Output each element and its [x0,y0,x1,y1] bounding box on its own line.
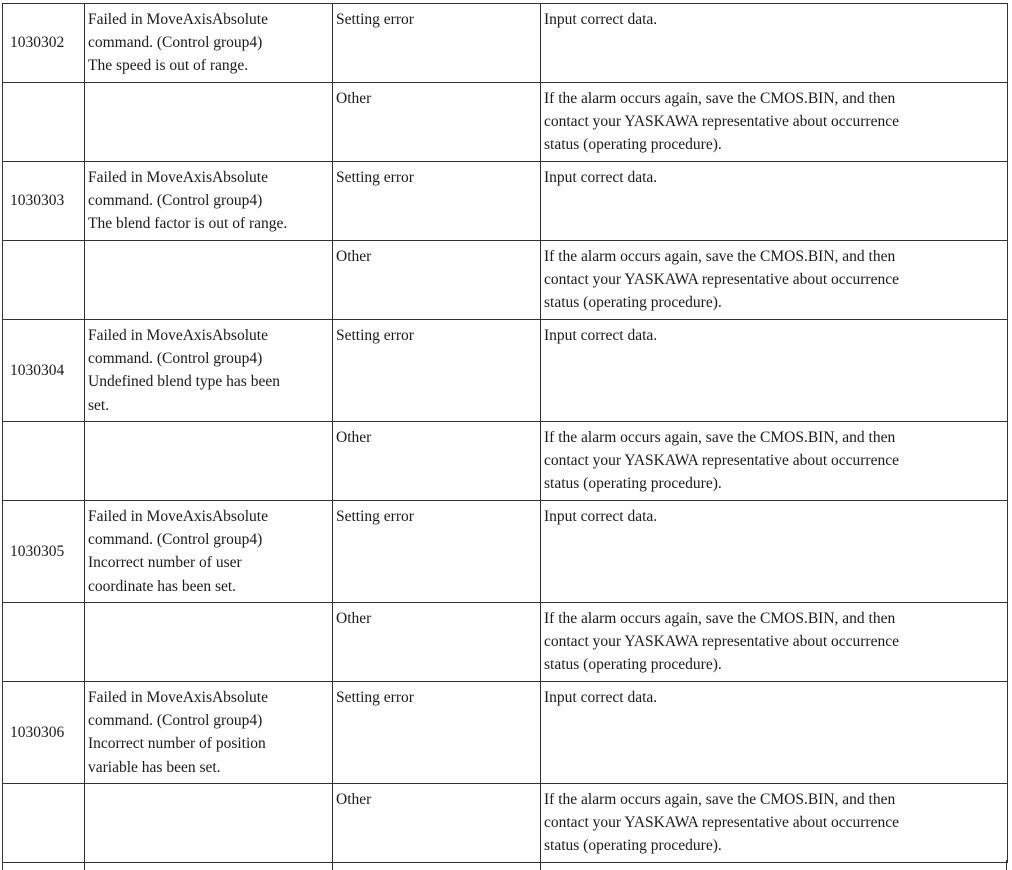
empty-description-cell [85,603,333,682]
alarm-cause: Setting error [333,4,541,83]
alarm-cause: Other [333,422,541,501]
table-row [3,320,1008,422]
alarm-description: Failed in MoveAxisAbsolute command. (Control group4) Undefined blend type has been set. [85,320,333,422]
column-divider [84,860,85,870]
alarm-cause: Setting error [333,682,541,784]
table-row [3,83,1008,162]
alarm-code: 1030304 [3,320,85,422]
table-row [3,4,1008,83]
table-row [3,501,1008,603]
table-row [3,241,1008,320]
column-divider [332,860,333,870]
alarm-remedy: Input correct data. [541,682,1008,784]
alarm-cause: Other [333,784,541,863]
alarm-code: 1030305 [3,501,85,603]
alarm-remedy: Input correct data. [541,320,1008,422]
alarm-cause: Other [333,603,541,682]
empty-code-cell [3,784,85,863]
alarm-description: Failed in MoveAxisAbsolute command. (Control group4) Incorrect number of position variable has been set. [85,682,333,784]
alarm-description: Failed in MoveAxisAbsolute command. (Control group4) The speed is out of range. [85,4,333,83]
empty-code-cell [3,83,85,162]
alarm-remedy: Input correct data. [541,501,1008,603]
table-row [3,422,1008,501]
alarm-remedy: If the alarm occurs again, save the CMOS.BIN, and then contact your YASKAWA representative about occurrence status (operating procedure). [541,784,1008,863]
empty-description-cell [85,784,333,863]
alarm-description: Failed in MoveAxisAbsolute command. (Control group4) The blend factor is out of range. [85,162,333,241]
alarm-cause: Setting error [333,162,541,241]
table-row [3,603,1008,682]
empty-description-cell [85,83,333,162]
empty-description-cell [85,241,333,320]
alarm-remedy: Input correct data. [541,162,1008,241]
empty-code-cell [3,603,85,682]
alarm-description: Failed in MoveAxisAbsolute command. (Control group4) Incorrect number of user coordinate has been set. [85,501,333,603]
empty-code-cell [3,422,85,501]
table-continuation [2,860,1007,870]
alarm-code: 1030302 [3,4,85,83]
table-row [3,682,1008,784]
alarm-remedy: If the alarm occurs again, save the CMOS.BIN, and then contact your YASKAWA representative about occurrence status (operating procedure). [541,422,1008,501]
alarm-remedy: If the alarm occurs again, save the CMOS.BIN, and then contact your YASKAWA representative about occurrence status (operating procedure). [541,603,1008,682]
alarm-cause: Other [333,83,541,162]
alarm-remedy: If the alarm occurs again, save the CMOS.BIN, and then contact your YASKAWA representative about occurrence status (operating procedure). [541,241,1008,320]
alarm-cause: Setting error [333,501,541,603]
empty-description-cell [85,422,333,501]
alarm-cause: Setting error [333,320,541,422]
alarm-remedy: If the alarm occurs again, save the CMOS.BIN, and then contact your YASKAWA representative about occurrence status (operating procedure). [541,83,1008,162]
empty-code-cell [3,241,85,320]
alarm-code: 1030303 [3,162,85,241]
alarm-code: 1030306 [3,682,85,784]
alarm-cause: Other [333,241,541,320]
alarm-table [2,3,1008,863]
table-row [3,784,1008,863]
table-row [3,162,1008,241]
alarm-remedy: Input correct data. [541,4,1008,83]
column-divider [540,860,541,870]
